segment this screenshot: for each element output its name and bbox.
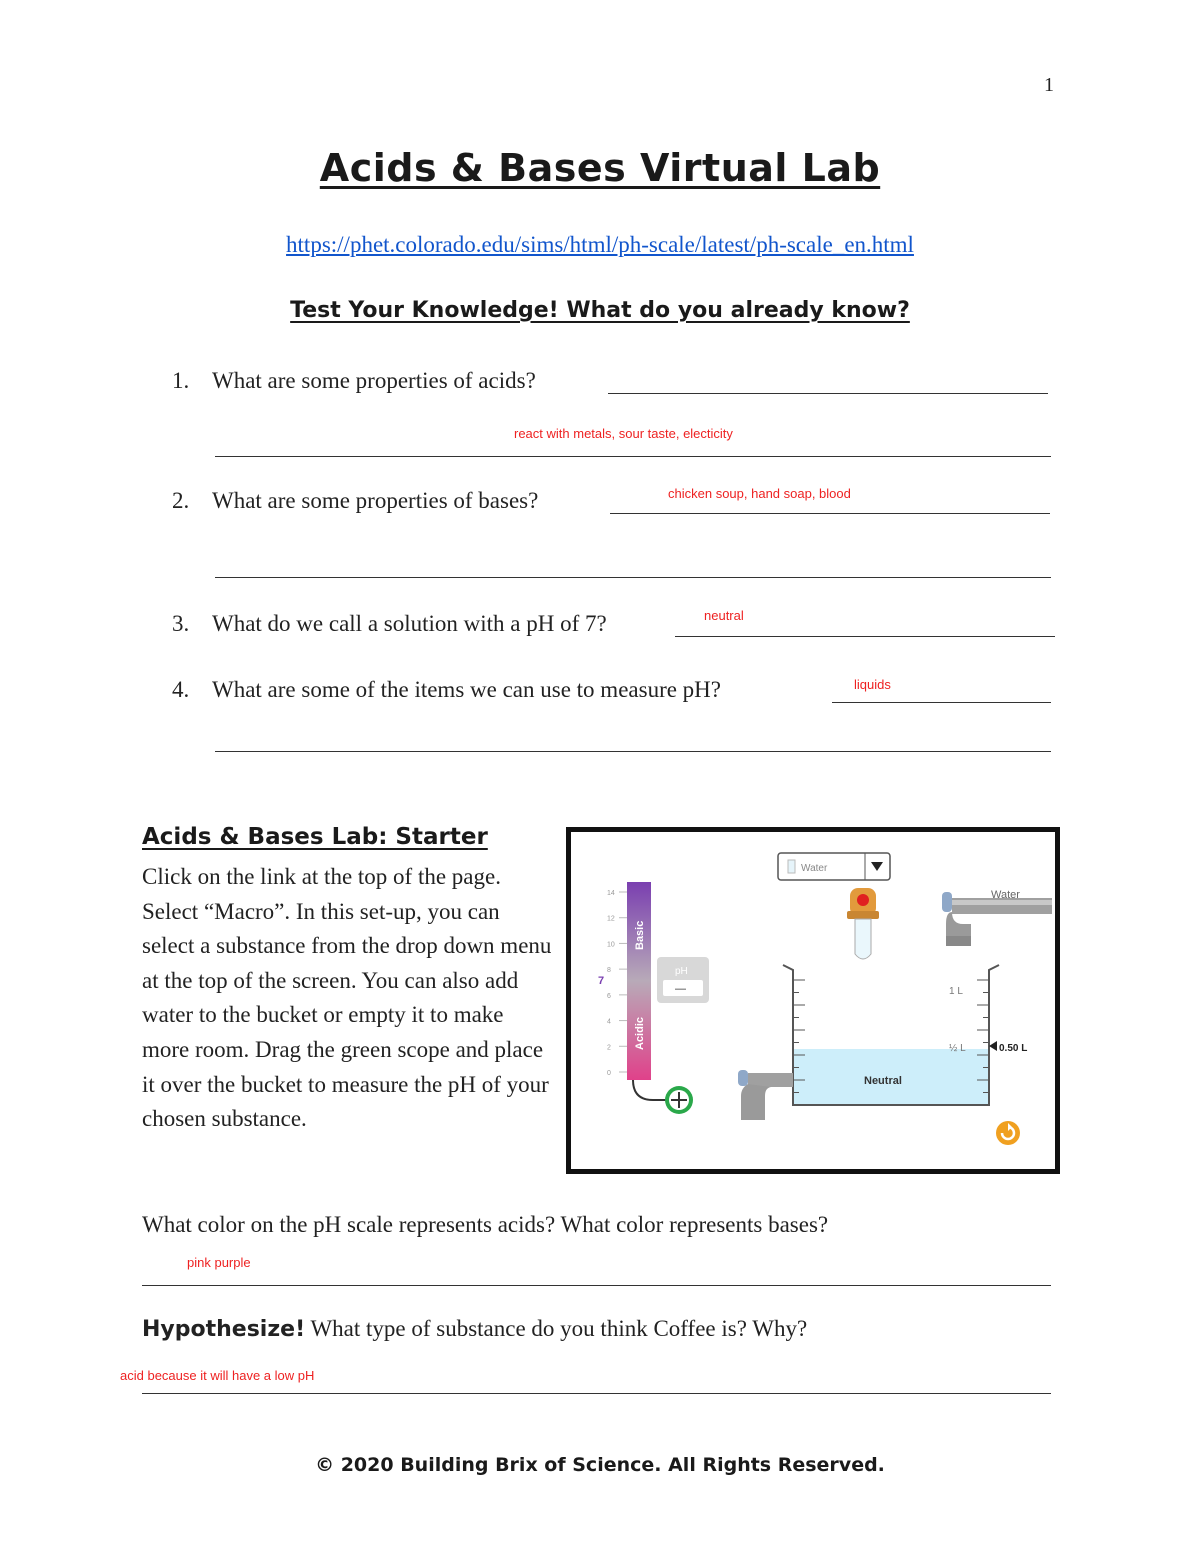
beaker-mark-1l: 1 L (949, 986, 963, 997)
question-4-text: What are some of the items we can use to measure pH? (212, 677, 721, 702)
hypothesize-label: Hypothesize! (142, 1317, 306, 1342)
answer-line[interactable] (675, 636, 1055, 637)
beaker (783, 965, 1027, 1105)
answer-line[interactable] (832, 702, 1051, 703)
question-1-number: 1. (172, 368, 190, 393)
scale-ticks (607, 890, 627, 1077)
scale-tick-label: 10 (607, 941, 615, 949)
page-title: Acids & Bases Virtual Lab (319, 146, 881, 190)
beaker-mark-half-l: ½ L (949, 1043, 966, 1054)
scale-tick-label: 14 (607, 890, 615, 897)
meter-value: — (675, 983, 686, 995)
ph-meter (657, 957, 709, 1003)
answer-line[interactable] (610, 513, 1050, 514)
simulation-graphic (571, 832, 1055, 1169)
dropdown-value: Water (801, 863, 828, 874)
starter-heading: Acids & Bases Lab: Starter (142, 824, 488, 850)
color-answer: pink purple (187, 1255, 251, 1270)
knowledge-subheading: Test Your Knowledge! What do you already know? (290, 298, 910, 323)
drain-faucet-icon[interactable] (738, 1070, 793, 1120)
color-question: What color on the pH scale represents acids? What color represents bases? (142, 1212, 829, 1237)
phet-link[interactable]: https://phet.colorado.edu/sims/html/ph-scale/latest/ph-scale_en.html (286, 232, 914, 257)
question-2-text: What are some properties of bases? (212, 488, 539, 513)
question-2-number: 2. (172, 488, 190, 513)
scale-tick-label: 8 (607, 967, 611, 975)
scale-tick-label: 12 (607, 915, 615, 923)
dropper-icon[interactable] (847, 888, 879, 959)
hypothesize-text: What type of substance do you think Coffee is? Why? (310, 1316, 808, 1341)
question-1-text: What are some properties of acids? (212, 368, 536, 393)
volume-readout: 0.50 L (999, 1043, 1028, 1054)
meter-label: pH (675, 966, 688, 977)
ph-probe-icon[interactable] (665, 1086, 693, 1114)
answer-line[interactable] (608, 393, 1048, 394)
copyright-footer: © 2020 Building Brix of Science. All Rights Reserved. (315, 1454, 885, 1476)
scale-acidic-label: Acidic (634, 1016, 646, 1050)
question-4-answer: liquids (854, 677, 891, 692)
scale-tick-label: 4 (607, 1018, 611, 1026)
answer-line[interactable] (215, 456, 1051, 457)
question-3-number: 3. (172, 611, 190, 636)
hypothesize-question (142, 1316, 807, 1342)
solution-label: Neutral (864, 1075, 902, 1087)
scale-tick-label: 6 (607, 992, 611, 1000)
scale-tick-label: 2 (607, 1044, 611, 1052)
scale-basic-label: Basic (634, 920, 646, 950)
question-3-answer: neutral (704, 608, 744, 623)
hypothesize-answer: acid because it will have a low pH (120, 1368, 315, 1383)
answer-line[interactable] (142, 1393, 1051, 1394)
question-3-text: What do we call a solution with a pH of 7? (212, 611, 607, 636)
scale-marker-7: 7 (598, 975, 605, 987)
substance-dropdown[interactable] (778, 853, 890, 880)
question-2-answer: chicken soup, hand soap, blood (668, 486, 851, 501)
simulation-screenshot (566, 827, 1060, 1174)
question-4-number: 4. (172, 677, 190, 702)
reset-icon[interactable] (996, 1121, 1020, 1145)
scale-tick-label: 0 (607, 1070, 611, 1077)
starter-instructions: Click on the link at the top of the page. Select “Macro”. In this set-up, you can select a substance from the drop down menu at the top of the screen. You can also add water to the bucket or empty it to make more room. Drag the green scope and place it over the bucket to measure the pH of your chosen substance. (142, 864, 552, 1132)
page-number: 1 (1044, 74, 1054, 96)
question-1-answer: react with metals, sour taste, electicity (514, 426, 733, 441)
answer-line[interactable] (142, 1285, 1051, 1286)
answer-line[interactable] (215, 577, 1051, 578)
answer-line[interactable] (215, 751, 1051, 752)
faucet-label: Water (991, 889, 1020, 901)
